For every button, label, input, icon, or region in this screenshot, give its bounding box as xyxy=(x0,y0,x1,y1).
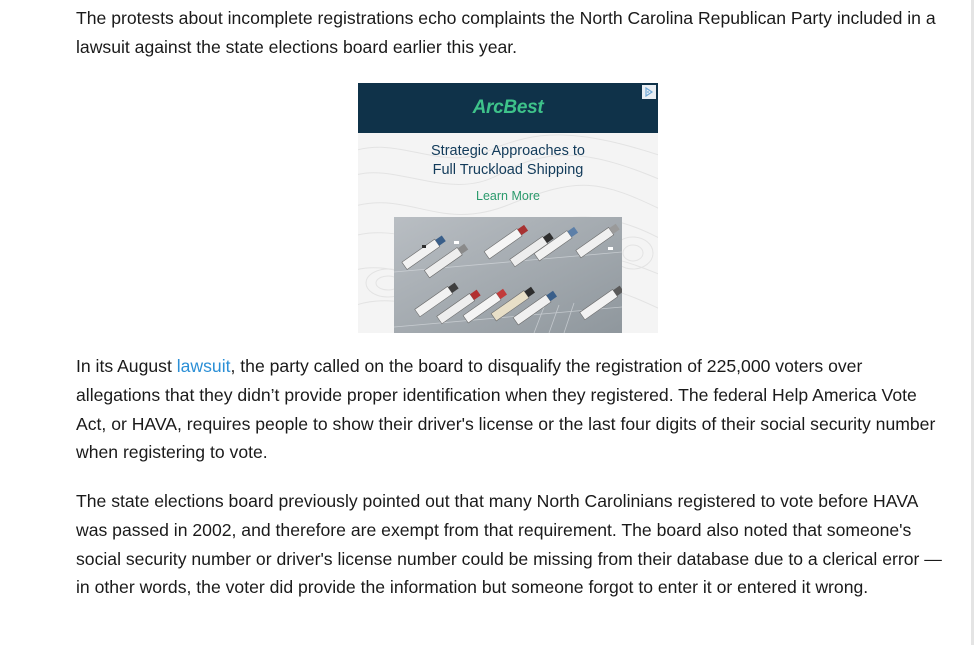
lawsuit-link[interactable]: lawsuit xyxy=(176,356,231,376)
ad-headline[interactable] xyxy=(358,142,658,180)
adchoices-icon[interactable] xyxy=(642,85,656,99)
article-paragraph-2 xyxy=(76,352,948,467)
article-paragraph-1: The protests about incomplete registrations echo complaints the North Carolina Republican Party included in a lawsuit against the state elections board earlier this year. xyxy=(76,8,936,57)
ad-header[interactable] xyxy=(358,83,658,133)
advertisement[interactable] xyxy=(358,83,658,333)
ad-headline-line-1[interactable]: Strategic Approaches to xyxy=(431,143,585,159)
trucks-parking-lot-image[interactable] xyxy=(394,217,622,333)
arcbest-logo[interactable]: ArcBest xyxy=(472,97,544,118)
learn-more-link[interactable]: Learn More xyxy=(476,189,540,203)
paragraph-2-text-start: In its August xyxy=(76,356,177,376)
article-paragraph-3: The state elections board previously pointed out that many North Carolinians registered to vote before HAVA was passed in 2002, and therefore are exempt from that requirement. The board also noted that someone's social security number or driver's license number could be missing from their database due to a clerical error — in other words, the voter did provide the information but someone forgot to enter it or entered it wrong. xyxy=(76,491,942,598)
ad-headline-line-2[interactable]: Full Truckload Shipping xyxy=(432,162,584,178)
paragraph-2-text-end: , the party called on the board to disqualify the registration of 225,000 voters over allegations that they didn’t provide proper identification when they registered. The federal Help America Vote Act, or HAVA, requires people to show their driver's license or the last four digits of their social security number when registering to vote. xyxy=(76,356,936,463)
